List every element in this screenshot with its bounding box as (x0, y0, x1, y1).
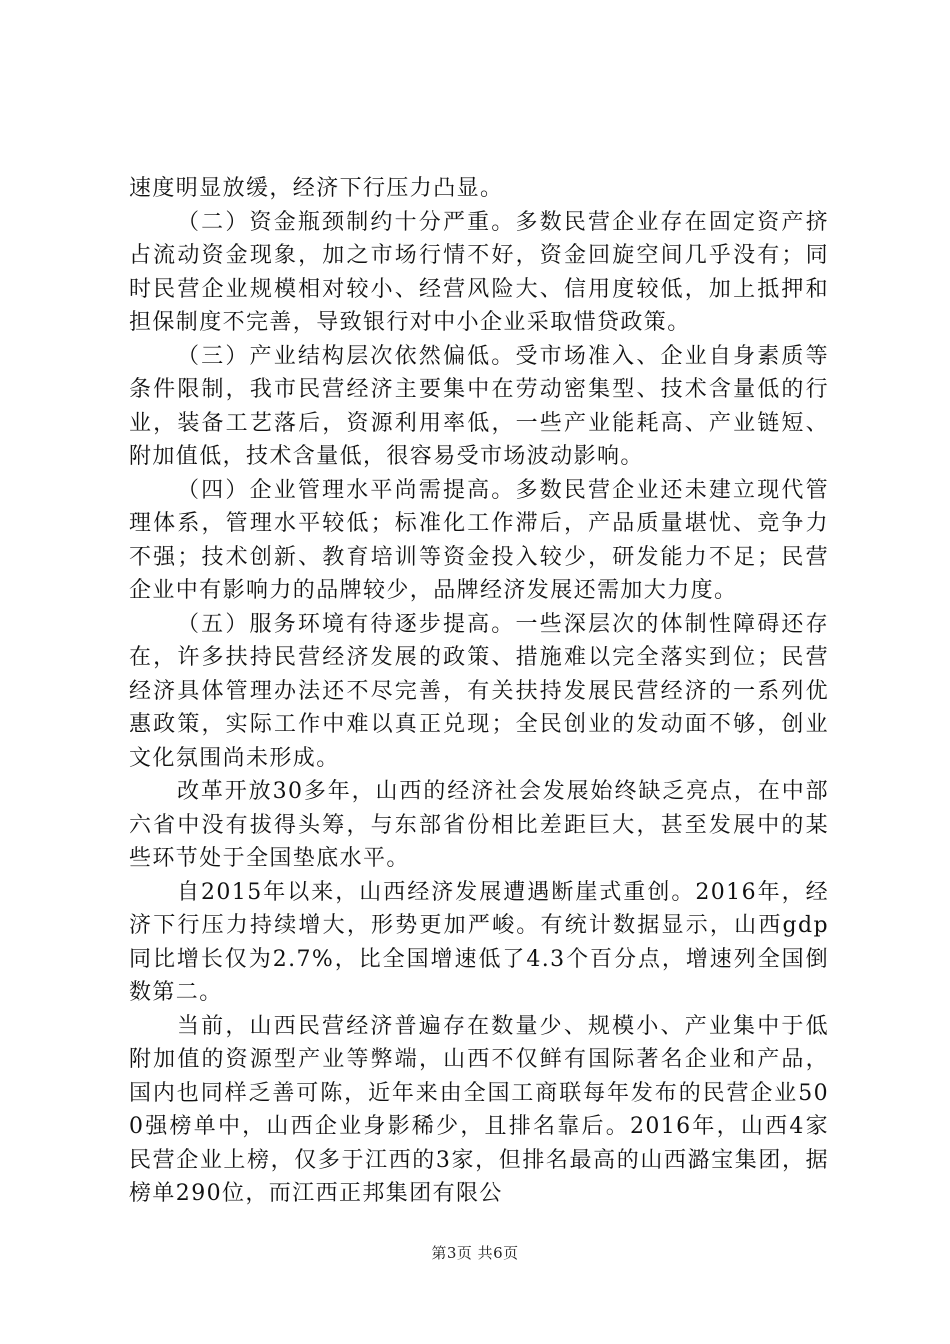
paragraph-section-3: （三）产业结构层次依然偏低。受市场准入、企业自身素质等条件限制，我市民营经济主要集中在劳动密集型、技术含量低的行业，装备工艺落后，资源利用率低，一些产业能耗高、产业链短、附加值低，技术含量低，很容易受市场波动影响。 (129, 343, 829, 469)
paragraph-economic-downturn: 自2015年以来，山西经济发展遭遇断崖式重创。2016年，经济下行压力持续增大，形势更加严峻。有统计数据显示，山西gdp同比增长仅为2.7%，比全国增速低了4.3个百分点，增速列全国倒数第二。 (129, 879, 829, 1005)
paragraph-section-2: （二）资金瓶颈制约十分严重。多数民营企业存在固定资产挤占流动资金现象，加之市场行情不好，资金回旋空间几乎没有；同时民营企业规模相对较小、经营风险大、信用度较低，加上抵押和担保制度不完善，导致银行对中小企业采取惜贷政策。 (129, 209, 829, 335)
paragraph-section-5: （五）服务环境有待逐步提高。一些深层次的体制性障碍还存在，许多扶持民营经济发展的政策、措施难以完全落实到位；民营经济具体管理办法还不尽完善，有关扶持发展民营经济的一系列优惠政策，实际工作中难以真正兑现；全民创业的发动面不够，创业文化氛围尚未形成。 (129, 611, 829, 771)
paragraph-section-4: （四）企业管理水平尚需提高。多数民营企业还未建立现代管理体系，管理水平较低；标准化工作滞后，产品质量堪忧、竞争力不强；技术创新、教育培训等资金投入较少，研发能力不足；民营企业中有影响力的品牌较少，品牌经济发展还需加大力度。 (129, 477, 829, 603)
page-number-footer: 第3页 共6页 (431, 1244, 519, 1262)
paragraph-private-economy: 当前，山西民营经济普遍存在数量少、规模小、产业集中于低附加值的资源型产业等弊端，山西不仅鲜有国际著名企业和产品，国内也同样乏善可陈，近年来由全国工商联每年发布的民营企业500强榜单中，山西企业身影稀少，且排名靠后。2016年，山西4家民营企业上榜，仅多于江西的3家，但排名最高的山西潞宝集团，据榜单290位，而江西正邦集团有限公 (129, 1013, 829, 1206)
document-body (129, 172, 829, 1211)
paragraph-continuation: 速度明显放缓，经济下行压力凸显。 (129, 176, 504, 201)
paragraph-reform-opening: 改革开放30多年，山西的经济社会发展始终缺乏亮点，在中部六省中没有拔得头筹，与东部省份相比差距巨大，甚至发展中的某些环节处于全国垫底水平。 (129, 779, 829, 871)
